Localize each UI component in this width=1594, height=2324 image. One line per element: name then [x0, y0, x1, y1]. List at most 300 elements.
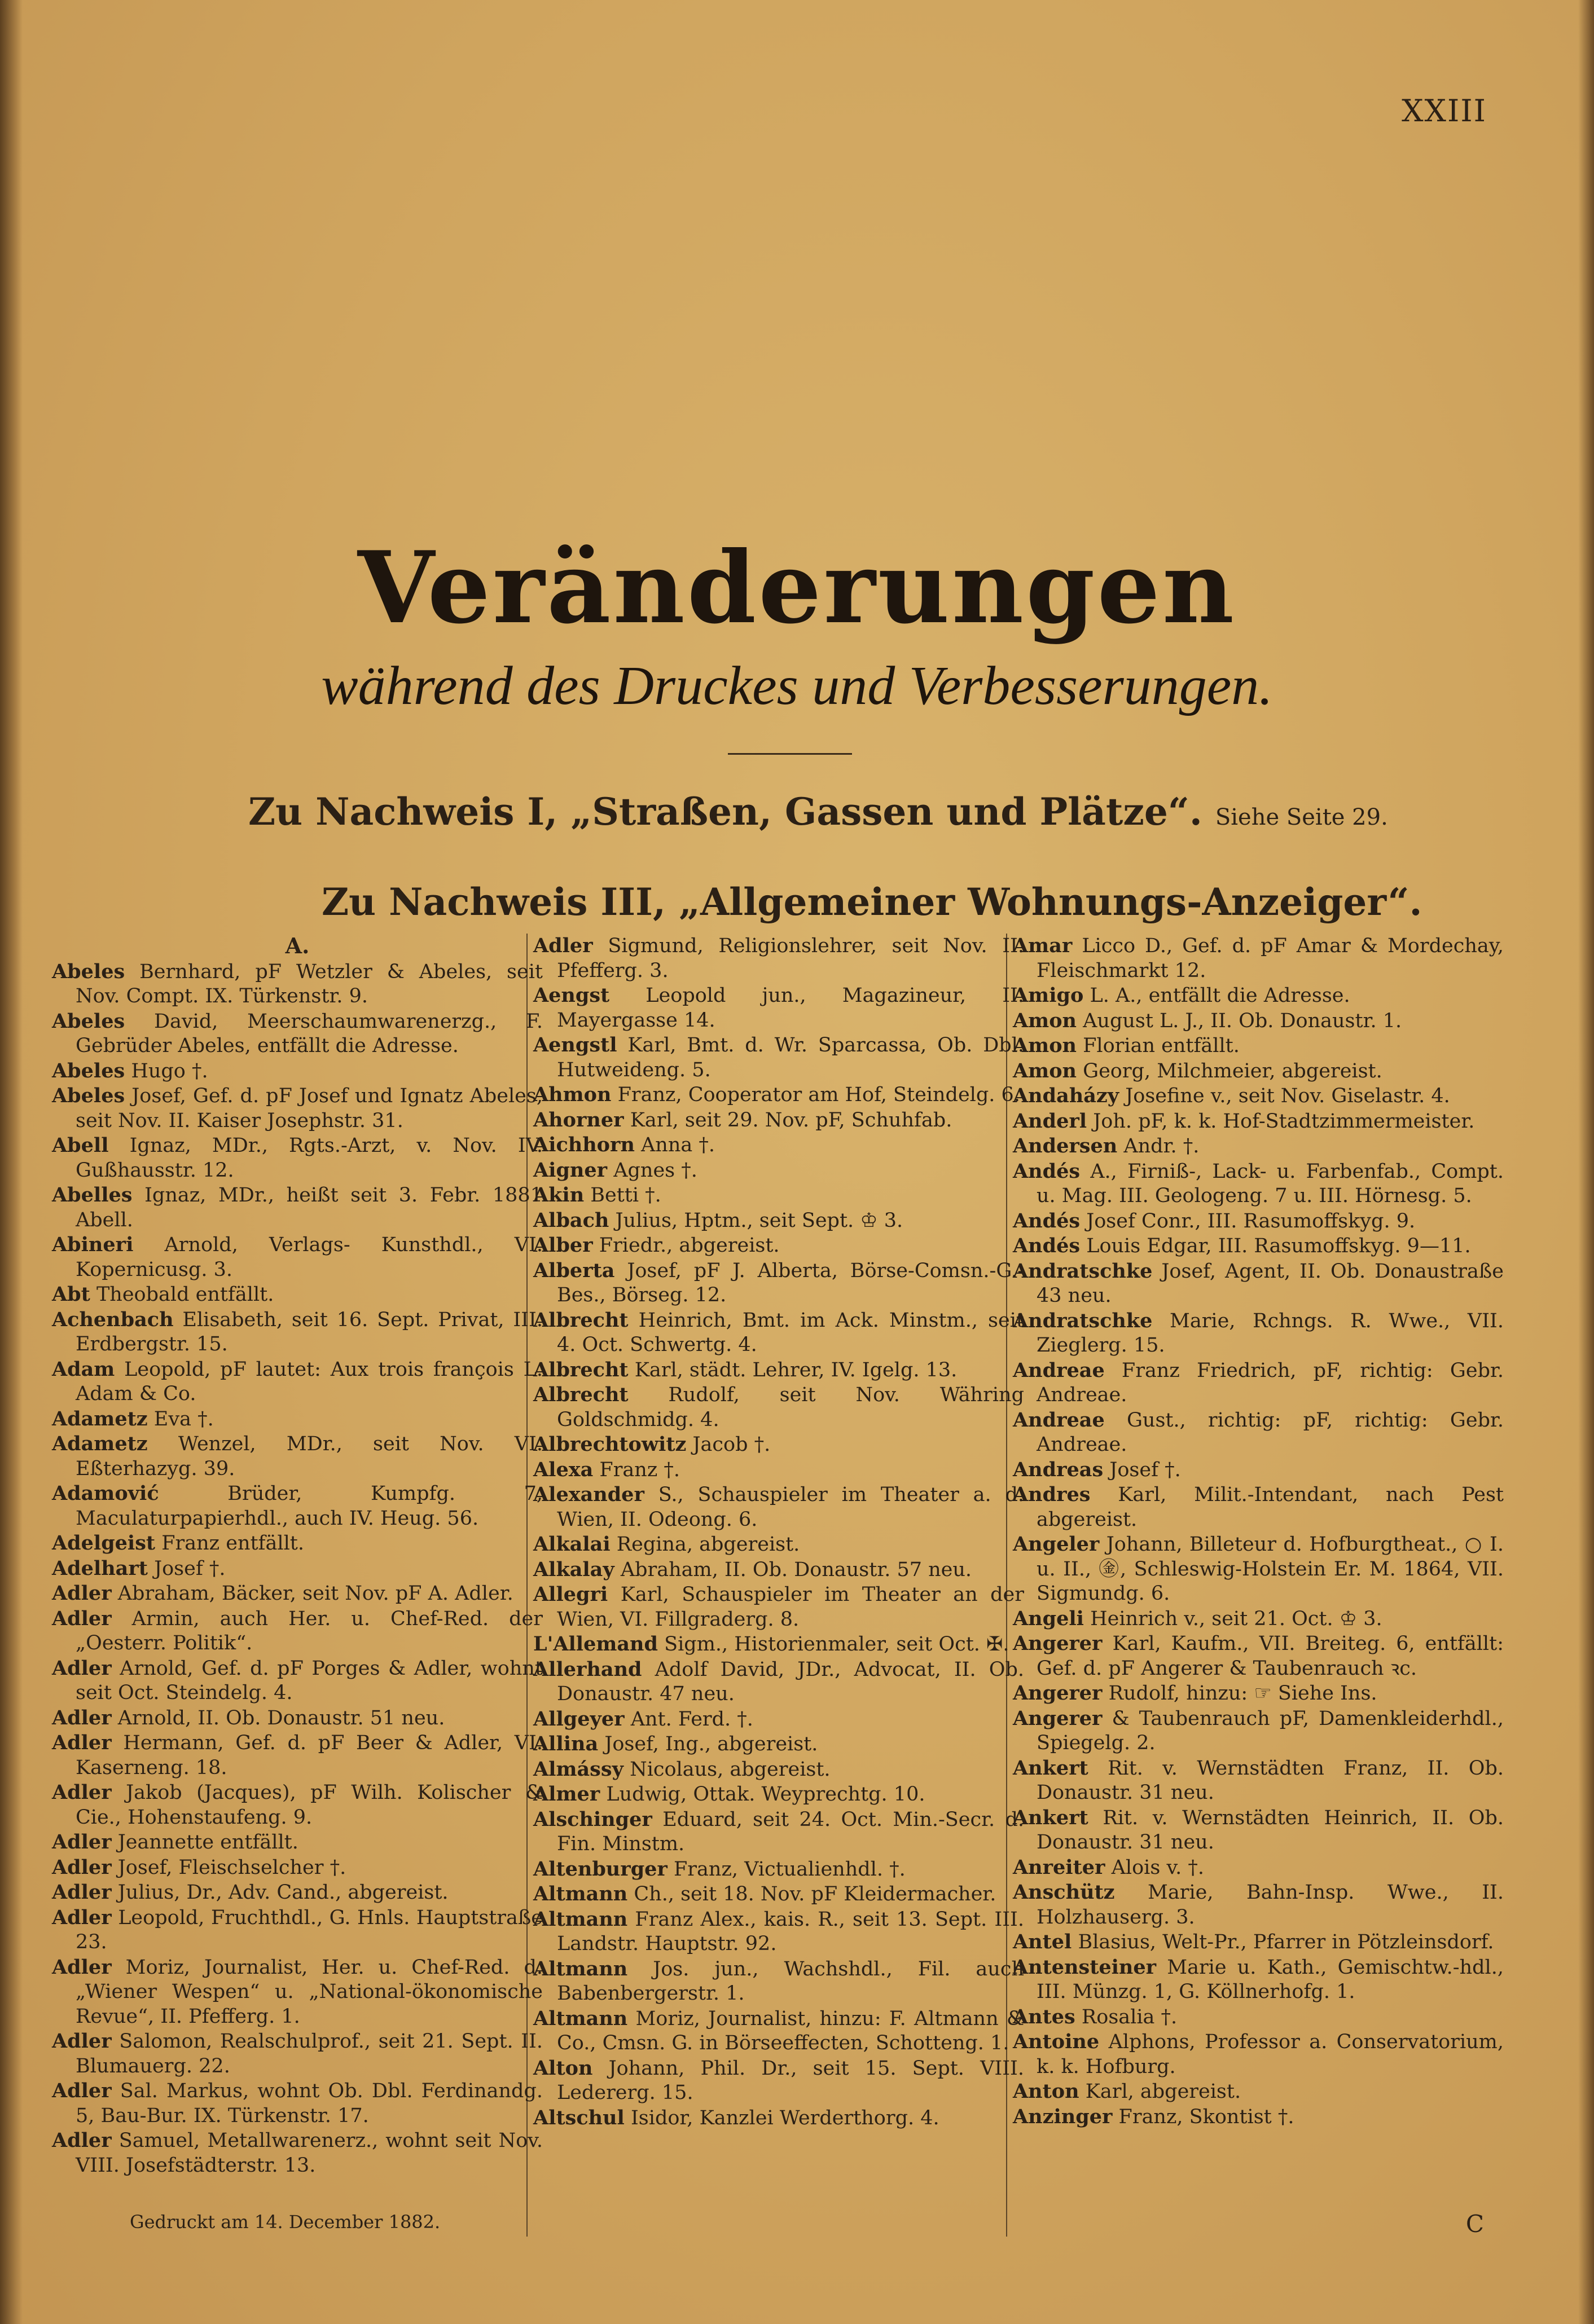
entry-text: Georg, Milchmeier, abgereist.: [1083, 1059, 1382, 1082]
entry-name: Almer: [533, 1782, 600, 1806]
entry-text: Abraham, II. Ob. Donaustr. 57 neu.: [620, 1558, 972, 1581]
directory-entry: [1013, 1309, 1504, 1358]
directory-entry: [533, 1582, 1024, 1632]
entry-name: Adler: [52, 1905, 112, 1929]
entry-text: Karl, Bmt. d. Wr. Sparcassa, Ob. Dbl. Hutweideng. 5.: [557, 1034, 1024, 1081]
entry-name: Altenburger: [533, 1857, 668, 1881]
entry-name: Alton: [533, 2056, 593, 2080]
entry-text: Brüder, Kumpfg. 7, Maculaturpapierhdl., auch IV. Heug. 56.: [76, 1482, 543, 1530]
entry-name: Andés: [1013, 1209, 1081, 1233]
entry-name: Adelgeist: [52, 1531, 156, 1555]
entry-name: Allina: [533, 1732, 599, 1755]
entry-name: Aengst: [533, 984, 610, 1007]
directory-entry: [1013, 1482, 1504, 1532]
entry-text: Hermann, Gef. d. pF Beer & Adler, VI. Kaserneng. 18.: [76, 1732, 543, 1779]
directory-entry: [533, 1358, 1024, 1383]
entry-text: Marie, Bahn-Insp. Wwe., II. Holzhauserg. 3.: [1037, 1881, 1504, 1929]
entry-text: Josef †.: [1109, 1458, 1181, 1481]
directory-entry: [52, 2029, 543, 2079]
entry-text: Ludwig, Ottak. Weyprechtg. 10.: [606, 1783, 925, 1806]
entry-name: Amigo: [1013, 984, 1084, 1007]
entry-name: Andreae: [1013, 1408, 1105, 1432]
book-spine: [0, 0, 23, 2324]
entry-text: Blasius, Welt-Pr., Pfarrer in Pötzleinsdorf.: [1078, 1931, 1494, 1953]
directory-entry: [533, 1158, 1024, 1183]
entry-name: Alexa: [533, 1458, 594, 1481]
entry-name: Adametz: [52, 1432, 148, 1455]
entry-name: Andreae: [1013, 1358, 1105, 1382]
entry-text: Alphons, Professor a. Conservatorium, k. k. Hofburg.: [1037, 2031, 1504, 2078]
entry-text: Moriz, Journalist, Her. u. Chef-Red. d. „Wiener Wespen“ u. „National-ökonomische Revue“, II. Pfefferg. 1.: [76, 1956, 543, 2028]
directory-entry: [533, 1807, 1024, 1857]
entry-text: Josef, Fleischselcher †.: [117, 1856, 346, 1879]
entry-text: Arnold, Gef. d. pF Porges & Adler, wohnt seit Oct. Steindelg. 4.: [76, 1657, 543, 1704]
entry-text: Leopold, Fruchthdl., G. Hnls. Hauptstraße 23.: [76, 1906, 543, 1953]
entry-text: Josef, Agent, II. Ob. Donaustraße 43 neu.: [1037, 1260, 1504, 1307]
entry-name: Altmann: [533, 1957, 628, 1980]
entry-text: Franz entfällt.: [161, 1532, 304, 1555]
directory-entry: [52, 1905, 543, 1955]
entry-text: Karl, Milit.-Intendant, nach Pest abgereist.: [1037, 1484, 1504, 1531]
signature-mark: C: [1465, 2210, 1484, 2238]
entry-text: Josef, pF J. Alberta, Börse-Comsn.-G.-Bes., Börseg. 12.: [557, 1259, 1024, 1306]
entry-text: Theobald entfällt.: [96, 1283, 274, 1306]
directory-entry: [52, 1656, 543, 1706]
entry-name: Abt: [52, 1283, 90, 1306]
entry-text: Rit. v. Wernstädten Franz, II. Ob. Donaustr. 31 neu.: [1037, 1757, 1504, 1804]
directory-entry: [1013, 1109, 1504, 1134]
entry-name: Adler: [52, 2129, 112, 2152]
page-edge: [1578, 0, 1594, 2324]
entry-text: Josef Conr., III. Rasumoffskyg. 9.: [1086, 1209, 1416, 1233]
directory-entry: [1013, 1408, 1504, 1458]
directory-entry: [1013, 1134, 1504, 1159]
entry-text: Marie, Rchngs. R. Wwe., VII. Zieglerg. 15.: [1037, 1309, 1504, 1357]
entry-name: Andersen: [1013, 1134, 1118, 1157]
directory-entry: [1013, 2005, 1504, 2030]
directory-entry: [1013, 1532, 1504, 1606]
entry-name: Ankert: [1013, 1756, 1088, 1780]
directory-entry: [52, 1084, 543, 1133]
directory-entry: [1013, 1855, 1504, 1881]
directory-entry: [1013, 1880, 1504, 1930]
entry-name: Ahmon: [533, 1083, 612, 1106]
entry-name: Alber: [533, 1234, 593, 1257]
directory-entry: [52, 959, 543, 1009]
entry-name: Albrechtowitz: [533, 1433, 687, 1456]
entry-name: Adler: [533, 934, 593, 957]
directory-entry: [52, 1780, 543, 1830]
reference-1-note: Siehe Seite 29.: [1215, 804, 1388, 830]
directory-entry: [533, 1957, 1024, 2006]
entry-text: Andr. †.: [1123, 1135, 1200, 1157]
entry-name: Adler: [52, 1582, 112, 1605]
entry-name: Adler: [52, 2079, 112, 2102]
directory-entry: [52, 1706, 543, 1731]
directory-entry: [52, 1432, 543, 1481]
entry-text: Arnold, II. Ob. Donaustr. 51 neu.: [117, 1706, 445, 1729]
entry-text: Adolf David, JDr., Advocat, II. Ob. Donaustr. 47 neu.: [557, 1658, 1024, 1705]
directory-entry: [52, 1830, 543, 1855]
entry-name: Adler: [52, 1881, 112, 1904]
entry-text: Josef, Ing., abgereist.: [604, 1733, 818, 1755]
directory-entry: [52, 1606, 543, 1656]
page-subtitle: während des Druckes und Verbesserungen.: [321, 655, 1273, 716]
directory-entry: [533, 1657, 1024, 1707]
entry-text: Rudolf, hinzu: ☞ Siehe Ins.: [1108, 1682, 1377, 1705]
entry-text: Franz, Victualienhdl. †.: [674, 1858, 906, 1881]
directory-entry: [533, 2006, 1024, 2056]
entry-text: A., Firniß-, Lack- u. Farbenfab., Compt. u. Mag. III. Geologeng. 7 u. III. Hörnesg. 5.: [1037, 1160, 1504, 1207]
directory-entry: [1013, 1084, 1504, 1109]
entry-name: Amon: [1013, 1059, 1077, 1082]
entry-text: Josef, Gef. d. pF Josef und Ignatz Abeles, seit Nov. II. Kaiser Josephstr. 31.: [76, 1085, 543, 1132]
entry-name: Adler: [52, 1855, 112, 1879]
entry-text: Licco D., Gef. d. pF Amar & Mordechay, Fleischmarkt 12.: [1037, 935, 1504, 982]
entry-name: Ankert: [1013, 1806, 1088, 1829]
entry-name: Ahorner: [533, 1108, 624, 1132]
reference-1: [248, 790, 1388, 834]
directory-entry: [52, 1880, 543, 1905]
directory-entry: [533, 1432, 1024, 1458]
entry-text: Sigm., Historienmaler, seit Oct. ✠.: [664, 1633, 1009, 1656]
entry-name: Adler: [52, 1606, 112, 1630]
directory-entry: [533, 934, 1024, 983]
entry-text: Anna †.: [641, 1134, 715, 1156]
entry-name: Akin: [533, 1183, 585, 1207]
entry-name: Altmann: [533, 1907, 628, 1931]
entry-text: Julius, Hptm., seit Sept. ♔ 3.: [615, 1209, 903, 1232]
entry-text: Ignaz, MDr., heißt seit 3. Febr. 1881 Abell.: [76, 1184, 543, 1231]
entry-name: Altmann: [533, 2006, 628, 2030]
directory-entry: [1013, 1681, 1504, 1706]
directory-entry: [1013, 1458, 1504, 1483]
entry-name: Andreas: [1013, 1458, 1104, 1481]
entry-text: Jos. jun., Wachshdl., Fil. auch Babenbergerstr. 1.: [557, 1957, 1024, 2005]
entry-text: Gust., richtig: pF, richtig: Gebr. Andreae.: [1037, 1409, 1504, 1456]
entry-text: Elisabeth, seit 16. Sept. Privat, III. Erdbergstr. 15.: [76, 1308, 543, 1355]
entry-name: Abeles: [52, 1084, 125, 1107]
entry-name: Abineri: [52, 1233, 134, 1256]
entry-name: Angeli: [1013, 1606, 1084, 1630]
entry-text: Heinrich, Bmt. im Ack. Minstm., seit 4. Oct. Schwertg. 4.: [557, 1309, 1024, 1356]
directory-entry: [533, 1907, 1024, 1957]
entry-name: Antoine: [1013, 2030, 1100, 2053]
column-1: [52, 934, 543, 2178]
entry-name: Almássy: [533, 1757, 623, 1781]
directory-entry: [52, 1955, 543, 2030]
directory-entry: [533, 1233, 1024, 1258]
entry-text: Marie u. Kath., Gemischtw.-hdl., III. Münzg. 1, G. Köllnerhofg. 1.: [1037, 1956, 1504, 2003]
directory-entry: [52, 1357, 543, 1407]
entry-text: Joh. pF, k. k. Hof-Stadtzimmermeister.: [1093, 1110, 1475, 1133]
entry-text: Eduard, seit 24. Oct. Min.-Secr. d. Fin. Minstm.: [557, 1808, 1024, 1855]
entry-name: Altschul: [533, 2106, 625, 2129]
directory-entry: [52, 1059, 543, 1084]
directory-entry: [1013, 1209, 1504, 1234]
entry-name: Abell: [52, 1134, 109, 1157]
directory-entry: [533, 1732, 1024, 1757]
entry-text: Armin, auch Her. u. Chef-Red. der „Oesterr. Politik“.: [76, 1607, 543, 1654]
column-3: [1013, 934, 1504, 2129]
directory-entry: [52, 1282, 543, 1308]
entry-name: Allegri: [533, 1583, 608, 1606]
directory-entry: [1013, 1159, 1504, 1209]
entry-name: Andés: [1013, 1234, 1081, 1257]
entry-text: Moriz, Journalist, hinzu: F. Altmann & Co., Cmsn. G. in Börseeffecten, Schotteng. 1.: [557, 2007, 1024, 2054]
directory-entry: [1013, 1259, 1504, 1309]
entry-text: Isidor, Kanzlei Werderthorg. 4.: [630, 2106, 939, 2129]
directory-entry: [1013, 934, 1504, 983]
entry-name: Abeles: [52, 1009, 125, 1033]
entry-name: Anreiter: [1013, 1855, 1105, 1879]
entry-name: Angeler: [1013, 1533, 1100, 1556]
directory-entry: [52, 1009, 543, 1059]
entry-text: Hugo †.: [131, 1059, 208, 1082]
directory-entry: [52, 1233, 543, 1282]
entry-name: Anderl: [1013, 1109, 1087, 1133]
directory-entry: [52, 1855, 543, 1881]
entry-name: Achenbach: [52, 1308, 174, 1331]
entry-text: Karl, städt. Lehrer, IV. Igelg. 13.: [634, 1358, 958, 1381]
entry-name: Altmann: [533, 1882, 628, 1905]
entry-text: Josef †.: [154, 1557, 226, 1580]
entry-text: Eva †.: [153, 1407, 214, 1431]
entry-name: Angerer: [1013, 1706, 1103, 1730]
entry-text: Wenzel, MDr., seit Nov. VI. Eßterhazyg. 39.: [76, 1433, 543, 1480]
directory-entry: [1013, 2030, 1504, 2079]
entry-text: David, Meerschaumwarenerzg., F. Gebrüder Abeles, entfällt die Adresse.: [76, 1010, 543, 1057]
entry-name: Andés: [1013, 1159, 1081, 1183]
entry-name: Abeles: [52, 959, 125, 983]
entry-name: Angerer: [1013, 1682, 1103, 1705]
entry-text: L. A., entfällt die Adresse.: [1090, 984, 1350, 1007]
entry-name: Adler: [52, 1731, 112, 1754]
entry-text: Rit. v. Wernstädten Heinrich, II. Ob. Donaustr. 31 neu.: [1037, 1806, 1504, 1854]
directory-entry: [1013, 1756, 1504, 1806]
entry-text: Franz †.: [599, 1458, 680, 1481]
directory-entry: [52, 1407, 543, 1432]
entry-text: Florian entfällt.: [1083, 1035, 1240, 1057]
entry-text: Arnold, Verlags- Kunsthdl., VI. Kopernicusg. 3.: [76, 1234, 543, 1281]
entry-text: Johann, Billeteur d. Hofburgtheat., ○ I. u. II., ㊎, Schleswig-Holstein Er. M. 1864, VII. Sigmundg. 6.: [1037, 1533, 1504, 1605]
entry-name: Andratschke: [1013, 1309, 1153, 1332]
entry-name: Adler: [52, 1830, 112, 1854]
entry-text: Abraham, Bäcker, seit Nov. pF A. Adler.: [117, 1582, 513, 1605]
directory-entry: [533, 2106, 1024, 2131]
directory-entry: [533, 1383, 1024, 1432]
entry-text: Leopold, pF lautet: Aux trois françois L. Adam & Co.: [76, 1358, 543, 1405]
directory-entry: [1013, 1033, 1504, 1059]
directory-entry: [533, 1183, 1024, 1208]
section-letter: A.: [285, 933, 310, 958]
entry-name: Angerer: [1013, 1632, 1103, 1655]
entry-text: Ignaz, MDr., Rgts.-Arzt, v. Nov. IV. Gußhausstr. 12.: [76, 1134, 543, 1182]
entry-text: S., Schauspieler im Theater a. d. Wien, II. Odeong. 6.: [557, 1484, 1024, 1531]
entry-text: Franz, Skontist †.: [1118, 2105, 1294, 2128]
entry-text: Josefine v., seit Nov. Giselastr. 4.: [1125, 1085, 1450, 1107]
entry-text: Jakob (Jacques), pF Wilh. Kolischer & Cie., Hohenstaufeng. 9.: [76, 1781, 543, 1829]
entry-text: Alois v. †.: [1111, 1856, 1204, 1879]
entry-name: Albrecht: [533, 1383, 629, 1406]
directory-entry: [1013, 1059, 1504, 1084]
directory-entry: [1013, 1009, 1504, 1034]
entry-name: Andaházy: [1013, 1084, 1119, 1107]
directory-entry: [1013, 1631, 1504, 1681]
entry-name: Adler: [52, 1955, 112, 1979]
entry-name: Antes: [1013, 2005, 1075, 2028]
entry-name: Adler: [52, 2030, 112, 2053]
directory-entry: [52, 2079, 543, 2128]
directory-entry: [1013, 1955, 1504, 2005]
directory-entry: [533, 1532, 1024, 1557]
directory-entry: [533, 1857, 1024, 1882]
directory-entry: [533, 1082, 1024, 1108]
entry-text: Louis Edgar, III. Rasumoffskyg. 9—11.: [1086, 1235, 1471, 1257]
entry-name: Aengstl: [533, 1033, 617, 1057]
reference-2-text: Zu Nachweis III, „Allgemeiner Wohnungs-Anzeiger“.: [322, 880, 1422, 924]
entry-text: Ant. Ferd. †.: [630, 1707, 753, 1731]
entry-text: Franz, Cooperator am Hof, Steindelg. 6.: [617, 1084, 1020, 1106]
entry-name: Anzinger: [1013, 2105, 1113, 2128]
directory-entry: [52, 1133, 543, 1183]
entry-name: Aichhorn: [533, 1133, 635, 1156]
title-divider: [728, 753, 852, 755]
directory-entry: [1013, 1358, 1504, 1408]
entry-name: Adler: [52, 1656, 112, 1680]
entry-text: Leopold jun., Magazineur, II. Mayergasse 14.: [557, 984, 1024, 1032]
directory-entry: [52, 1531, 543, 1556]
directory-entry: [533, 1458, 1024, 1483]
entry-name: Anschütz: [1013, 1881, 1115, 1904]
entry-text: Ch., seit 18. Nov. pF Kleidermacher.: [634, 1883, 996, 1905]
directory-entry: [533, 1707, 1024, 1732]
directory-entry: [1013, 1706, 1504, 1756]
entry-name: Adametz: [52, 1407, 148, 1431]
directory-entry: [533, 1882, 1024, 1907]
entry-text: Rudolf, seit Nov. Währing Goldschmidg. 4.: [557, 1384, 1024, 1431]
entry-name: Amon: [1013, 1009, 1077, 1032]
entry-name: L'Allemand: [533, 1632, 658, 1656]
entry-text: Rosalia †.: [1081, 2005, 1178, 2028]
entry-name: Adam: [52, 1357, 115, 1381]
entry-text: Samuel, Metallwarenerz., wohnt seit Nov. VIII. Josefstädterstr. 13.: [76, 2129, 543, 2177]
entry-name: Allerhand: [533, 1657, 642, 1681]
entry-text: Bernhard, pF Wetzler & Abeles, seit Nov. Compt. IX. Türkenstr. 9.: [76, 960, 543, 1007]
directory-entry: [1013, 2105, 1504, 2130]
directory-entry: [52, 1183, 543, 1233]
directory-entry: [533, 1308, 1024, 1358]
entry-text: Julius, Dr., Adv. Cand., abgereist.: [117, 1881, 449, 1904]
entry-text: Betti †.: [590, 1184, 661, 1207]
directory-entry: [52, 1581, 543, 1606]
entry-name: Adamović: [52, 1482, 159, 1505]
column-2: [533, 934, 1024, 2131]
entry-name: Abelles: [52, 1183, 133, 1207]
entry-name: Alexander: [533, 1483, 644, 1506]
entry-text: Sal. Markus, wohnt Ob. Dbl. Ferdinandg. 5, Bau-Bur. IX. Türkenstr. 17.: [76, 2080, 543, 2127]
directory-entry: [533, 1632, 1024, 1657]
entry-text: Karl, Schauspieler im Theater an der Wien, VI. Fillgraderg. 8.: [557, 1583, 1024, 1631]
entry-name: Albach: [533, 1208, 609, 1232]
directory-entry: [533, 983, 1024, 1033]
directory-entry: [1013, 1806, 1504, 1855]
directory-entry: [1013, 1606, 1504, 1632]
entry-name: Abeles: [52, 1059, 125, 1082]
entry-name: Antensteiner: [1013, 1955, 1157, 1979]
directory-entry: [533, 1482, 1024, 1532]
entry-text: Friedr., abgereist.: [599, 1234, 780, 1257]
entry-name: Anton: [1013, 2080, 1079, 2103]
entry-name: Alkalay: [533, 1557, 614, 1581]
entry-name: Antel: [1013, 1930, 1072, 1953]
directory-entry: [52, 1556, 543, 1582]
directory-entry: [533, 1757, 1024, 1782]
entry-text: Salomon, Realschulprof., seit 21. Sept. II. Blumauerg. 22.: [76, 2030, 543, 2077]
entry-text: Karl, abgereist.: [1085, 2080, 1241, 2103]
print-date: Gedruckt am 14. December 1882.: [130, 2211, 441, 2233]
entry-text: Sigmund, Religionslehrer, seit Nov. II. Pfefferg. 3.: [557, 935, 1024, 982]
directory-entry: [533, 2056, 1024, 2106]
reference-1-text: Zu Nachweis I, „Straßen, Gassen und Plätze“.: [248, 790, 1202, 834]
entry-text: Franz Friedrich, pF, richtig: Gebr. Andreae.: [1037, 1359, 1504, 1406]
entry-text: Karl, seit 29. Nov. pF, Schuhfab.: [630, 1108, 952, 1132]
directory-entry: [1013, 2079, 1504, 2105]
entry-text: August L. J., II. Ob. Donaustr. 1.: [1083, 1009, 1402, 1032]
entry-name: Adler: [52, 1706, 112, 1729]
entry-text: Jacob †.: [692, 1433, 771, 1456]
entry-name: Alberta: [533, 1258, 615, 1282]
entry-name: Andres: [1013, 1483, 1091, 1506]
reference-2: [322, 880, 1422, 924]
directory-entry: [533, 1208, 1024, 1234]
page-title: Veränderungen: [357, 530, 1237, 646]
entry-name: Alschinger: [533, 1807, 652, 1831]
entry-text: Franz Alex., kais. R., seit 13. Sept. III. Landstr. Hauptstr. 92.: [557, 1908, 1024, 1955]
entry-text: Jeannette entfällt.: [117, 1831, 298, 1854]
directory-entry: [1013, 1234, 1504, 1259]
entry-name: Amar: [1013, 934, 1073, 957]
entry-name: Adelhart: [52, 1556, 148, 1580]
entry-name: Andratschke: [1013, 1259, 1153, 1283]
entry-text: Nicolaus, abgereist.: [630, 1758, 831, 1781]
directory-entry: [533, 1782, 1024, 1807]
entry-text: Karl, Kaufm., VII. Breiteg. 6, entfällt: Gef. d. pF Angerer & Taubenrauch ꝛc.: [1037, 1632, 1504, 1680]
entry-name: Adler: [52, 1781, 112, 1804]
directory-entry: [533, 1033, 1024, 1082]
directory-entry: [52, 2128, 543, 2178]
directory-entry: [52, 1308, 543, 1357]
entry-name: Albrecht: [533, 1358, 629, 1381]
entry-text: Johann, Phil. Dr., seit 15. Sept. VIII. Ledererg. 15.: [557, 2057, 1024, 2104]
entry-text: Heinrich v., seit 21. Oct. ♔ 3.: [1090, 1607, 1382, 1630]
entry-text: & Taubenrauch pF, Damenkleiderhdl., Spiegelg. 2.: [1037, 1707, 1504, 1754]
directory-entry: [52, 1481, 543, 1531]
entry-name: Allgeyer: [533, 1707, 625, 1731]
directory-entry: [533, 1557, 1024, 1583]
directory-entry: [52, 1731, 543, 1780]
entry-name: Aigner: [533, 1158, 608, 1182]
entry-name: Amon: [1013, 1034, 1077, 1057]
entry-name: Albrecht: [533, 1308, 629, 1332]
directory-entry: [533, 1258, 1024, 1308]
directory-entry: [1013, 1930, 1504, 1955]
directory-entry: [533, 1133, 1024, 1158]
page-number: XXIII: [1402, 93, 1487, 129]
entry-text: Regina, abgereist.: [616, 1533, 800, 1556]
directory-entry: [1013, 983, 1504, 1009]
entry-name: Alkalai: [533, 1533, 611, 1556]
